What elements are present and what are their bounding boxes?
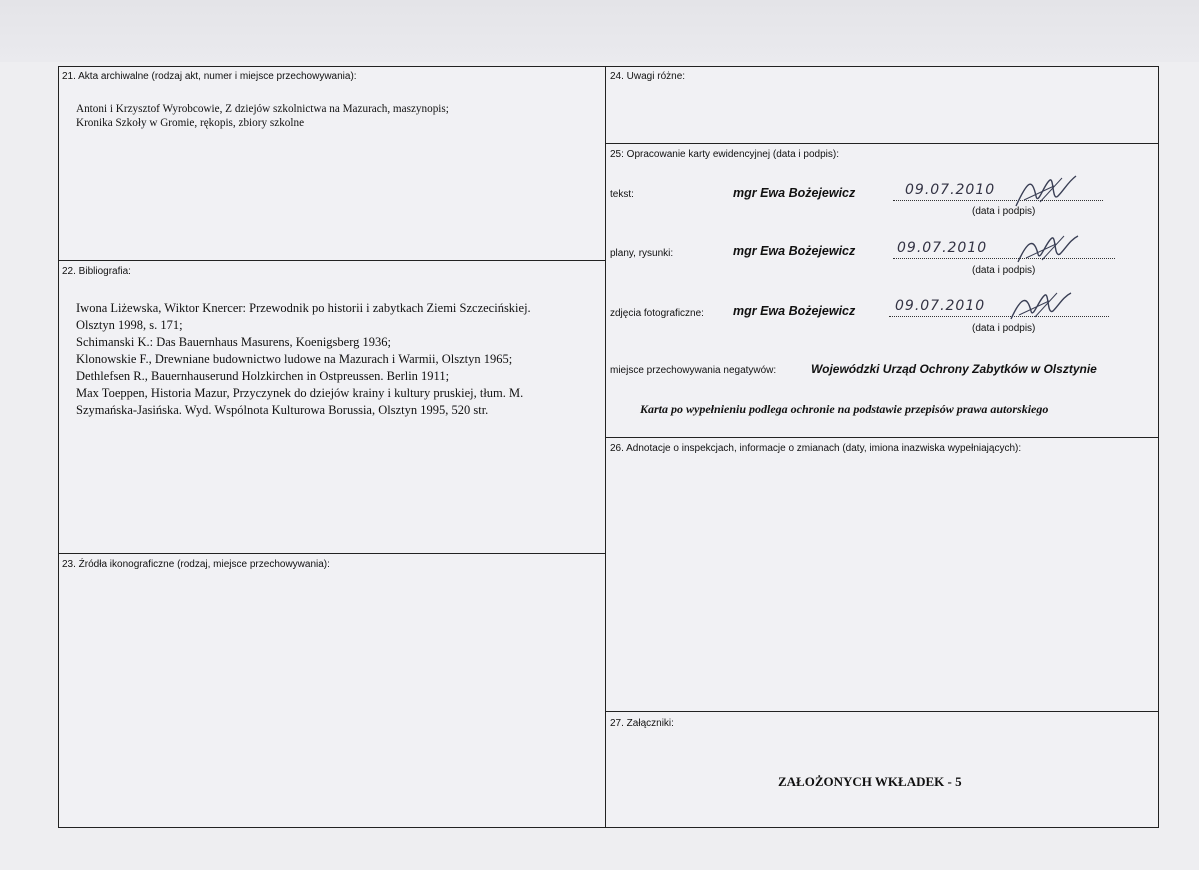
bibliography-line: Dethlefsen R., Bauernhauserund Holzkirchen in Ostpreussen. Berlin 1911; [76, 369, 450, 383]
divider-25-26 [605, 437, 1159, 438]
signature-icon [1012, 232, 1082, 268]
section-27-label: 27. Załączniki: [610, 718, 674, 729]
section-21-label: 21. Akta archiwalne (rodzaj akt, numer i miejsce przechowywania): [62, 71, 357, 82]
divider-21-22 [58, 260, 606, 261]
scanner-top-margin [0, 0, 1199, 62]
bibliography-line: Szymańska-Jasińska. Wyd. Wspólnota Kulturowa Borussia, Olsztyn 1995, 520 str. [76, 403, 489, 417]
divider-24-25 [605, 143, 1159, 144]
section-26-label: 26. Adnotacje o inspekcjach, informacje o zmianach (daty, imiona inazwiska wypełniających): [610, 443, 1022, 454]
archive-line: Kronika Szkoły w Gromie, rękopis, zbiory szkolne [76, 117, 305, 129]
row-sublabel: (data i podpis) [972, 323, 1036, 334]
bibliography-line: Klonowskie F., Drewniane budownictwo ludowe na Mazurach i Warmii, Olsztyn 1965; [76, 352, 513, 366]
divider-26-27 [605, 711, 1159, 712]
bibliography-line: Olsztyn 1998, s. 171; [76, 318, 183, 332]
negatives-label: miejsce przechowywania negatywów: [610, 365, 777, 376]
handwritten-date: 09.07.2010 [897, 240, 988, 256]
signature-line [889, 316, 1109, 317]
handwritten-date: 09.07.2010 [905, 182, 996, 198]
bibliography-line: Schimanski K.: Das Bauernhaus Masurens, Koenigsberg 1936; [76, 335, 392, 349]
row-sublabel: (data i podpis) [972, 206, 1036, 217]
row-key-text: tekst: [610, 189, 634, 200]
section-22-label: 22. Bibliografia: [62, 266, 131, 277]
section-23-label: 23. Źródła ikonograficzne (rodzaj, miejsce przechowywania): [62, 559, 330, 570]
column-divider [605, 66, 606, 828]
section-21-text [76, 102, 449, 130]
divider-22-23 [58, 553, 606, 554]
copyright-note: Karta po wypełnieniu podlega ochronie na podstawie przepisów prawa autorskiego [640, 402, 1049, 416]
archive-line: Antoni i Krzysztof Wyrobcowie, Z dziejów szkolnictwa na Mazurach, maszynopis; [76, 103, 449, 115]
row-author-text: mgr Ewa Bożejewicz [733, 186, 856, 200]
section-24-label: 24. Uwagi różne: [610, 71, 686, 82]
row-author-photos: mgr Ewa Bożejewicz [733, 304, 856, 318]
row-key-photos: zdjęcia fotograficzne: [610, 308, 704, 319]
bibliography-line: Iwona Liżewska, Wiktor Knercer: Przewodnik po historii i zabytkach Ziemi Szczecińskiej. [76, 301, 531, 315]
negatives-value: Wojewódzki Urząd Ochrony Zabytków w Olsztynie [811, 362, 1097, 376]
bibliography-line: Max Toeppen, Historia Mazur, Przyczynek do dziejów krainy i kultury pruskiej, tłum. M. [76, 386, 524, 400]
row-key-plans: plany, rysunki: [610, 248, 674, 259]
attachments-value: ZAŁOŻONYCH WKŁADEK - 5 [778, 774, 962, 789]
row-author-plans: mgr Ewa Bożejewicz [733, 244, 856, 258]
handwritten-date: 09.07.2010 [895, 298, 986, 314]
section-25-label: 25: Opracowanie karty ewidencyjnej (data i podpis): [610, 149, 840, 160]
row-sublabel: (data i podpis) [972, 265, 1036, 276]
bibliography-list [76, 300, 531, 419]
signature-icon [1005, 289, 1075, 325]
